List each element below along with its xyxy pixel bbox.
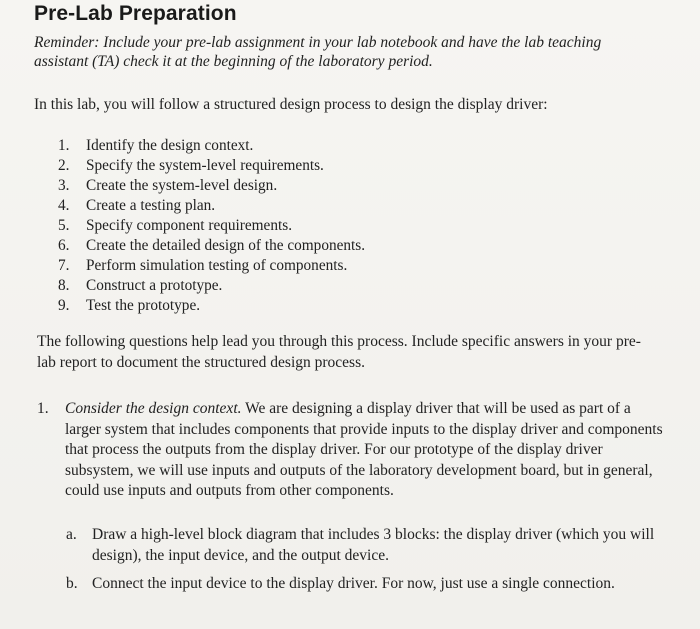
reminder-note: Reminder: Include your pre-lab assignment in your lab notebook and have the lab teaching assistant (TA) check it at the beginning of the laboratory period. xyxy=(34,34,602,70)
list-number: 2. xyxy=(58,157,70,174)
list-item xyxy=(58,136,365,156)
list-number: 1. xyxy=(58,137,70,154)
question-body xyxy=(65,399,665,502)
list-text: Create the system-level design. xyxy=(86,177,278,194)
question-lead: Consider the design context. xyxy=(65,400,242,417)
list-number: 8. xyxy=(58,277,70,294)
list-text: Specify the system-level requirements. xyxy=(86,157,324,174)
list-item xyxy=(58,276,365,296)
list-number: 4. xyxy=(58,197,70,214)
subquestion-letter: b. xyxy=(66,575,78,592)
list-number: 3. xyxy=(58,177,70,194)
design-steps-list xyxy=(58,136,365,316)
list-text: Test the prototype. xyxy=(86,297,201,314)
subquestion-text: Draw a high-level block diagram that includes 3 blocks: the display driver (which you will design), the input device, and the output device. xyxy=(92,526,655,564)
list-text: Perform simulation testing of components. xyxy=(86,257,348,274)
list-item xyxy=(58,236,365,256)
intro-paragraph: In this lab, you will follow a structured design process to design the display driver: xyxy=(34,96,548,113)
list-text: Specify component requirements. xyxy=(86,217,293,234)
question-1 xyxy=(37,399,667,502)
list-text: Create the detailed design of the components. xyxy=(86,237,366,254)
list-item xyxy=(58,196,365,216)
page-title: Pre-Lab Preparation xyxy=(34,2,237,25)
list-text: Create a testing plan. xyxy=(86,197,216,214)
list-item xyxy=(58,256,365,276)
list-item xyxy=(58,296,365,316)
subquestion-letter: a. xyxy=(66,526,77,543)
question-text: We are designing a display driver that will be used as part of a larger system that includes components that provide inputs to the display driver and components that process the outputs from the display driver. For our prototype of the display driver subsystem, we will use inputs and outputs of the laboratory development board, but in general, could use inputs and outputs from other components. xyxy=(65,400,663,499)
list-number: 9. xyxy=(58,297,70,314)
question-number: 1. xyxy=(37,400,49,417)
list-text: Identify the design context. xyxy=(86,137,254,154)
list-text: Construct a prototype. xyxy=(86,277,223,294)
instructions-paragraph: The following questions help lead you through this process. Include specific answers in your pre-lab report to document the structured design process. xyxy=(37,333,641,371)
subquestion-text: Connect the input device to the display driver. For now, just use a single connection. xyxy=(92,575,615,592)
list-number: 7. xyxy=(58,257,70,274)
list-item xyxy=(58,156,365,176)
subquestion-b xyxy=(66,574,666,595)
list-number: 5. xyxy=(58,217,70,234)
list-item xyxy=(58,176,365,196)
subquestion-a xyxy=(66,525,666,566)
list-number: 6. xyxy=(58,237,70,254)
list-item xyxy=(58,216,365,236)
